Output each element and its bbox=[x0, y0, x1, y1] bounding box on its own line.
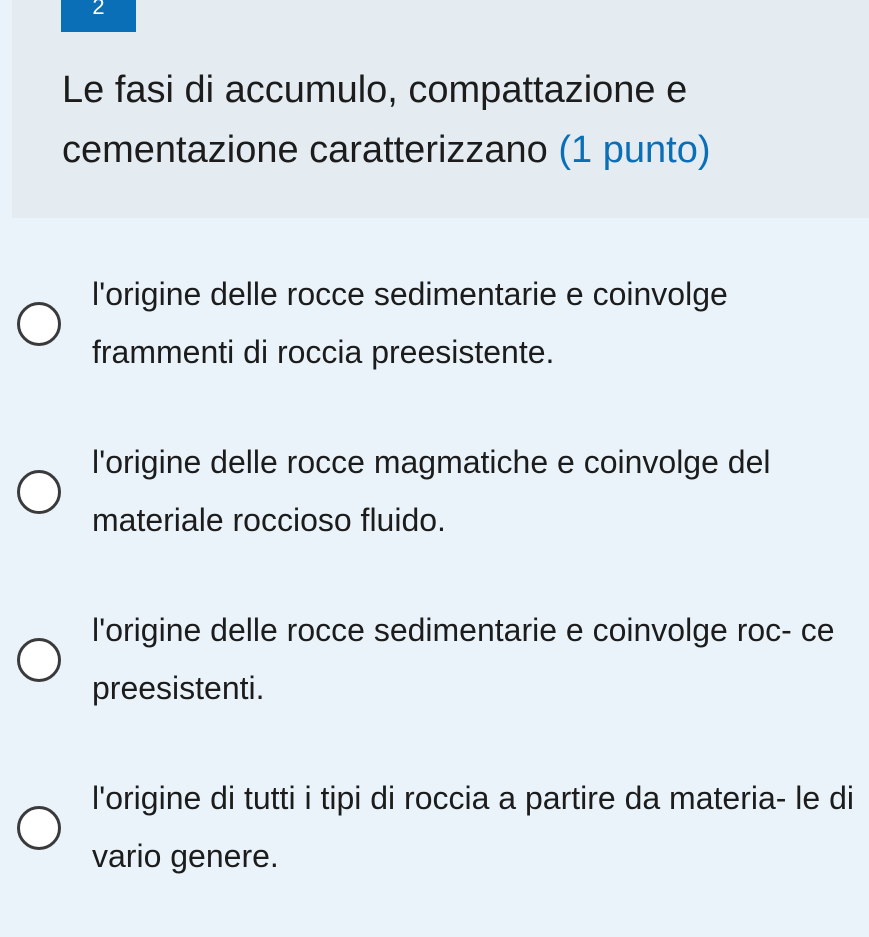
answer-option-label: l'origine delle rocce magmatiche e coinvolge del materiale roccioso fluido. bbox=[92, 444, 771, 538]
radio-button-icon[interactable] bbox=[17, 806, 61, 850]
answer-option-2[interactable] bbox=[0, 433, 869, 601]
answer-option-1[interactable] bbox=[0, 265, 869, 433]
question-number-badge: 2 bbox=[61, 0, 136, 32]
radio-button-icon[interactable] bbox=[17, 302, 61, 346]
question-points: (1 punto) bbox=[558, 129, 711, 171]
question-card bbox=[12, 0, 869, 218]
answer-option-label: l'origine delle rocce sedimentarie e coinvolge frammenti di roccia preesistente. bbox=[92, 276, 728, 370]
question-prompt: Le fasi di accumulo, compattazione e cementazione caratterizzano bbox=[62, 69, 688, 171]
answer-option-4[interactable] bbox=[0, 769, 869, 937]
radio-button-icon[interactable] bbox=[17, 638, 61, 682]
answer-option-label: l'origine di tutti i tipi di roccia a partire da materia- le di vario genere. bbox=[92, 780, 854, 874]
answer-options bbox=[0, 265, 869, 937]
radio-button-icon[interactable] bbox=[17, 470, 61, 514]
answer-option-label: l'origine delle rocce sedimentarie e coinvolge roc- ce preesistenti. bbox=[92, 612, 835, 706]
question-text bbox=[62, 60, 862, 180]
answer-option-3[interactable] bbox=[0, 601, 869, 769]
